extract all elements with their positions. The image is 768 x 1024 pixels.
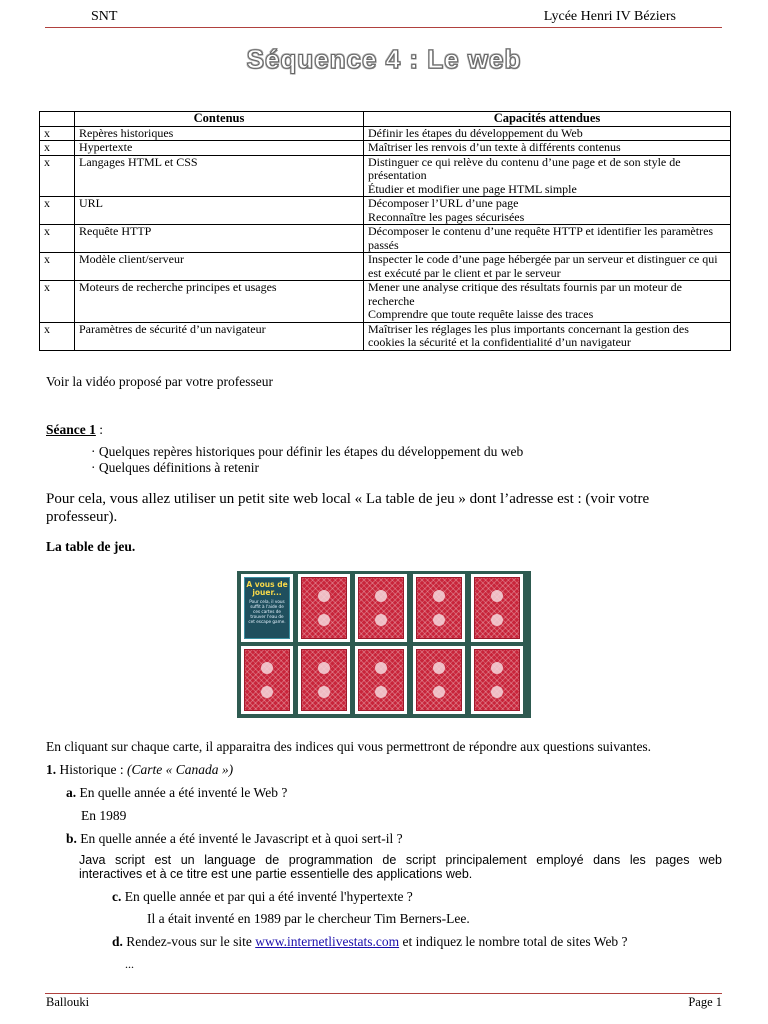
footer-page-number: Page 1 <box>688 995 722 1009</box>
header-school: Lycée Henri IV Béziers <box>543 9 676 24</box>
table-header-row <box>40 112 731 127</box>
table-row <box>40 197 731 225</box>
table-row <box>40 322 731 350</box>
table-cell-mark: x <box>40 281 75 323</box>
answer-d: ... <box>125 957 134 971</box>
table-cell-mark: x <box>40 253 75 281</box>
card-back <box>413 574 465 642</box>
table-cell-capacites <box>364 322 731 350</box>
capacity-line: Distinguer ce qui relève du contenu d’une page et de son style de présentation <box>368 154 681 182</box>
table-header-capacites: Capacités attendues <box>364 112 731 127</box>
clue-card-head: A vous de jouer... <box>246 580 288 597</box>
clue-card-front <box>244 577 290 639</box>
question-d <box>112 934 628 950</box>
page-title: Séquence 4 : Le web <box>246 44 522 74</box>
table-cell-mark: x <box>40 197 75 225</box>
table-cell-capacites <box>364 155 731 197</box>
table-cell-mark: x <box>40 322 75 350</box>
capacity-line: Décomposer le contenu d’une requête HTTP et identifier les paramètres passés <box>368 224 714 252</box>
table-row <box>40 141 731 156</box>
answer-c: Il a était inventé en 1989 par le chercheur Tim Berners-Lee. <box>147 911 470 926</box>
game-board-image <box>237 571 531 718</box>
table-cell-contenu: Modèle client/serveur <box>75 253 364 281</box>
table-cell-mark: x <box>40 155 75 197</box>
capacity-line: Définir les étapes du développement du Web <box>368 125 583 140</box>
card-back <box>471 646 523 714</box>
table-cell-mark: x <box>40 225 75 253</box>
table-cell-contenu: Hypertexte <box>75 141 364 156</box>
table-header-contenus: Contenus <box>75 112 364 127</box>
question-letter: b. <box>66 831 77 846</box>
table-cell-contenu: Moteurs de recherche principes et usages <box>75 281 364 323</box>
clue-card-body: Pour cela, il vous suffit à l'aide de ces cartes de trouver l'eau de cet escape game. <box>248 599 286 624</box>
video-instruction: Voir la vidéo proposé par votre professeur <box>46 374 273 389</box>
table-row <box>40 126 731 141</box>
footer-author: Ballouki <box>46 995 90 1009</box>
seance-colon: : <box>95 422 104 437</box>
internetlivestats-link[interactable]: www.internetlivestats.com <box>255 934 400 949</box>
table-cell-contenu: Langages HTML et CSS <box>75 155 364 197</box>
footer-rule <box>45 993 722 994</box>
table-cell-contenu: Paramètres de sécurité d’un navigateur <box>75 322 364 350</box>
card-back <box>471 574 523 642</box>
list-item: · Quelques repères historiques pour définir les étapes du développement du web <box>91 444 524 459</box>
card-back <box>355 646 407 714</box>
header-rule <box>45 27 722 28</box>
table-cell-capacites <box>364 126 731 141</box>
table-cell-capacites <box>364 197 731 225</box>
section-hint: (Carte « Canada ») <box>127 762 234 777</box>
section-historique <box>46 762 233 778</box>
table-cell-capacites <box>364 253 731 281</box>
capacity-line: Comprendre que toute requête laisse des traces <box>368 307 594 321</box>
answer-b-line-2: interactives et à ce titre est une partie essentielle des applications web. <box>79 867 473 881</box>
capacities-table <box>39 111 731 351</box>
table-row <box>40 281 731 323</box>
question-b <box>66 831 403 847</box>
question-text: En quelle année et par qui a été inventé l'hypertexte ? <box>121 889 413 904</box>
seance-heading <box>46 422 103 438</box>
table-cell-capacites <box>364 225 731 253</box>
table-cell-capacites <box>364 141 731 156</box>
section-number: 1. <box>46 762 57 777</box>
capacity-line: Reconnaître les pages sécurisées <box>368 209 525 224</box>
question-a <box>66 785 287 801</box>
clue-card <box>241 574 293 642</box>
question-letter: c. <box>112 889 122 904</box>
card-back <box>355 574 407 642</box>
answer-b-line-1: Java script est un language de programmation de script principalement employé dans les pages web <box>79 853 722 867</box>
table-cell-mark: x <box>40 141 75 156</box>
table-row <box>40 225 731 253</box>
table-row <box>40 155 731 197</box>
seance-title: Séance 1 <box>46 422 96 437</box>
seance-bullet-list <box>91 444 523 476</box>
question-c <box>112 889 413 905</box>
game-heading: La table de jeu. <box>46 539 136 554</box>
capacity-line: Maîtriser les renvois d’un texte à différents contenus <box>368 140 621 154</box>
table-cell-contenu: URL <box>75 197 364 225</box>
question-letter: a. <box>66 785 77 800</box>
capacity-line: Décomposer l’URL d’une page <box>368 196 519 210</box>
table-cell-contenu: Requête HTTP <box>75 225 364 253</box>
question-text: En quelle année a été inventé le Javascript et à quoi sert-il ? <box>76 831 403 846</box>
question-text-before: Rendez-vous sur le site <box>122 934 256 949</box>
cards-instructions: En cliquant sur chaque carte, il apparaitra des indices qui vous permettront de répondre aux questions suivantes. <box>46 739 652 754</box>
capacity-line: Inspecter le code d’une page hébergée par un serveur et distinguer ce qui est exécuté par le client et par le serveur <box>368 252 718 280</box>
table-header-mark <box>40 112 75 127</box>
table-cell-capacites <box>364 281 731 323</box>
card-back <box>298 646 350 714</box>
question-letter: d. <box>112 934 123 949</box>
table-cell-contenu: Repères historiques <box>75 126 364 141</box>
card-back <box>241 646 293 714</box>
card-back <box>413 646 465 714</box>
question-text: En quelle année a été inventé le Web ? <box>76 785 288 800</box>
card-back <box>298 574 350 642</box>
capacity-line: Étudier et modifier une page HTML simple <box>368 181 577 196</box>
capacity-line: Maîtriser les réglages les plus importants concernant la gestion des cookies la sécurité et la confidentialité d’un navigateur <box>368 321 689 349</box>
section-label: Historique : <box>56 762 127 777</box>
header-subject: SNT <box>91 9 118 24</box>
capacity-line: Mener une analyse critique des résultats fournis par un moteur de recherche <box>368 280 682 308</box>
table-row <box>40 253 731 281</box>
table-cell-mark: x <box>40 126 75 141</box>
list-item: · Quelques définitions à retenir <box>91 460 259 475</box>
question-text-after: et indiquez le nombre total de sites Web ? <box>399 934 628 949</box>
answer-a: En 1989 <box>81 808 127 823</box>
site-paragraph: Pour cela, vous allez utiliser un petit site web local « La table de jeu » dont l’adresse est : (voir votre professeur). <box>46 491 650 525</box>
